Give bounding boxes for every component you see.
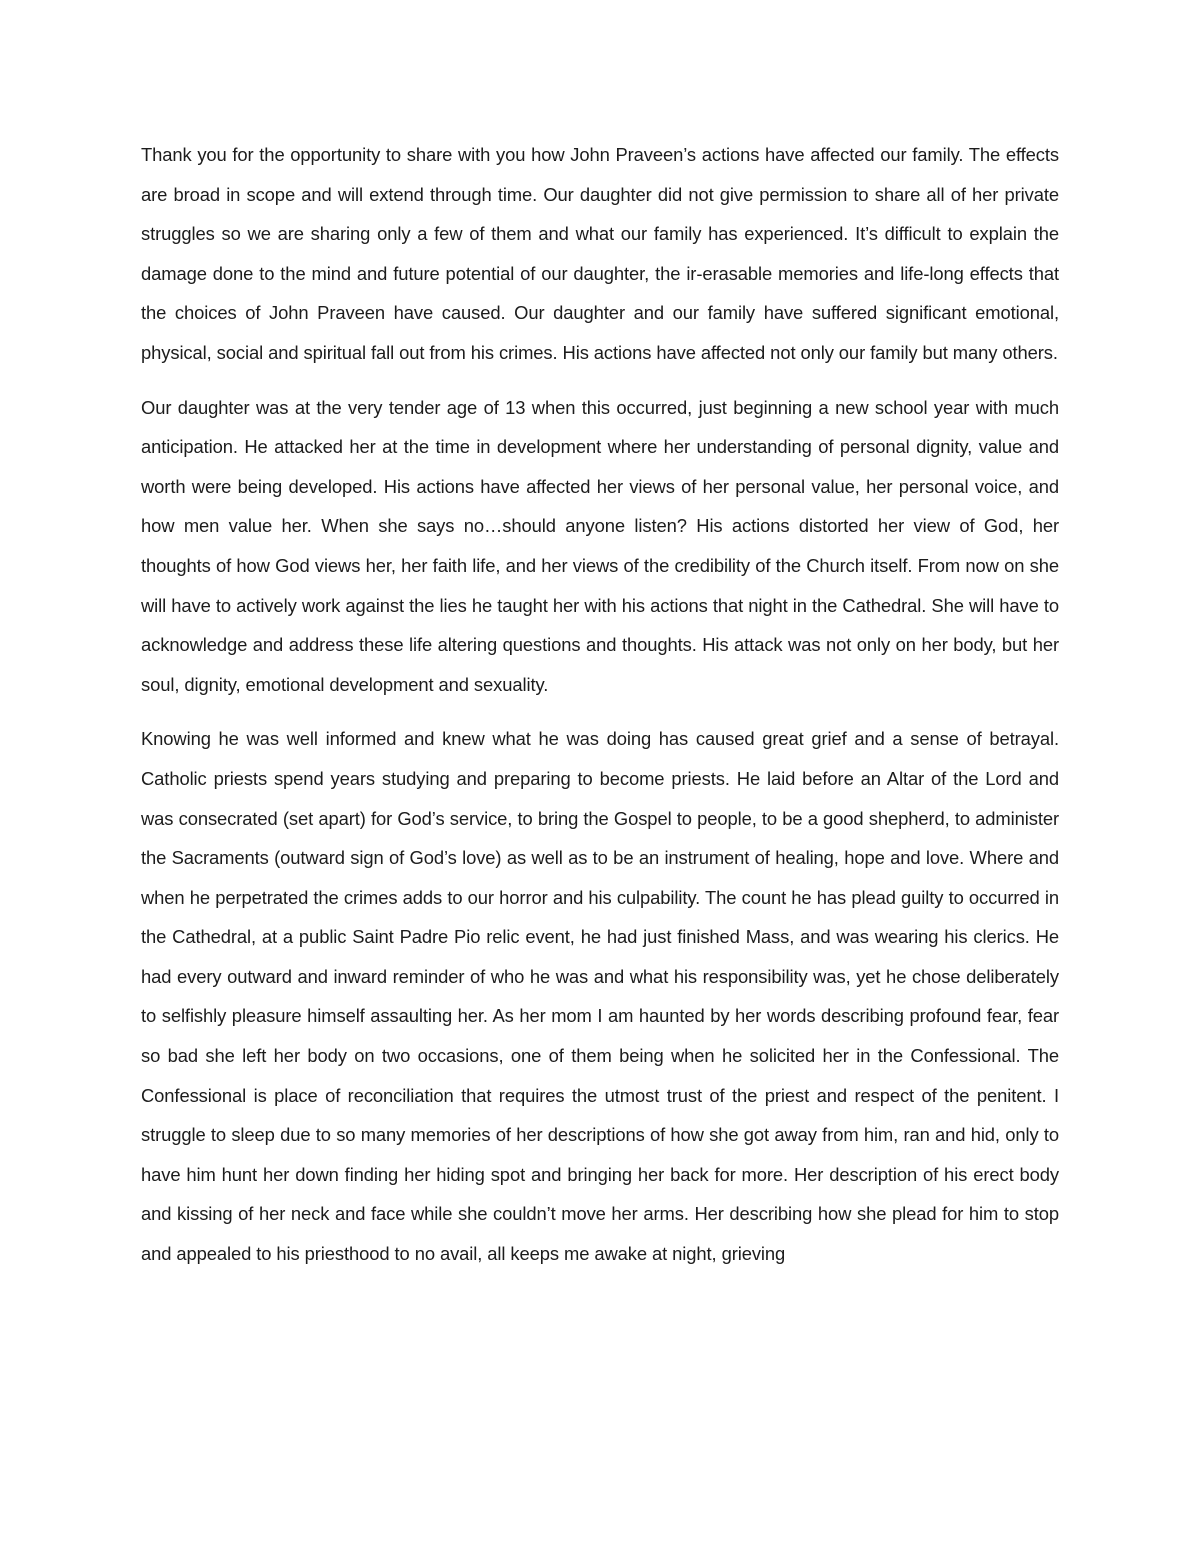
paragraph-family-impact: Thank you for the opportunity to share with you how John Praveen’s actions have affected our family. The effects are broad in scope and will extend through time. Our daughter did not give permission to share all of her private struggles so we are sharing only a few of them and what our family has experienced. It’s difficult to explain the damage done to the mind and future potential of our daughter, the ir-erasable memories and life-long effects that the choices of John Praveen have caused. Our daughter and our family have suffered significant emotional, physical, social and spiritual fall out from his crimes. His actions have affected not only our family but many others. xyxy=(141,144,1059,363)
paragraph-betrayal: Knowing he was well informed and knew what he was doing has caused great grief and a sense of betrayal. Catholic priests spend years studying and preparing to become priests. He laid before an Altar of the Lord and was consecrated (set apart) for God’s service, to bring the Gospel to people, to be a good shepherd, to administer the Sacraments (outward sign of God’s love) as well as to be an instrument of healing, hope and love. Where and when he perpetrated the crimes adds to our horror and his culpability. The count he has plead guilty to occurred in the Cathedral, at a public Saint Padre Pio relic event, he had just finished Mass, and was wearing his clerics. He had every outward and inward reminder of who he was and what his responsibility was, yet he chose deliberately to selfishly pleasure himself assaulting her. As her mom I am haunted by her words describing profound fear, fear so bad she left her body on two occasions, one of them being when he solicited her in the Confessional. The Confessional is place of reconciliation that requires the utmost trust of the priest and respect of the penitent. I struggle to sleep due to so many memories of her descriptions of how she got away from him, ran and hid, only to have him hunt her down finding her hiding spot and bringing her back for more. Her description of his erect body and kissing of her neck and face while she couldn’t move her arms. Her describing how she plead for him to stop and appealed to his priesthood to no avail, all keeps me awake at night, grieving xyxy=(141,728,1059,1265)
document-body xyxy=(141,135,1059,1289)
paragraph-daughter-age: Our daughter was at the very tender age of 13 when this occurred, just beginning a new school year with much anticipation. He attacked her at the time in development where her understanding of personal dignity, value and worth were being developed. His actions have affected her views of her personal value, her personal voice, and how men value her. When she says no…should anyone listen? His actions distorted her view of God, her thoughts of how God views her, her faith life, and her views of the credibility of the Church itself. From now on she will have to actively work against the lies he taught her with his actions that night in the Cathedral. She will have to acknowledge and address these life altering questions and thoughts. His attack was not only on her body, but her soul, dignity, emotional development and sexuality. xyxy=(141,396,1059,695)
